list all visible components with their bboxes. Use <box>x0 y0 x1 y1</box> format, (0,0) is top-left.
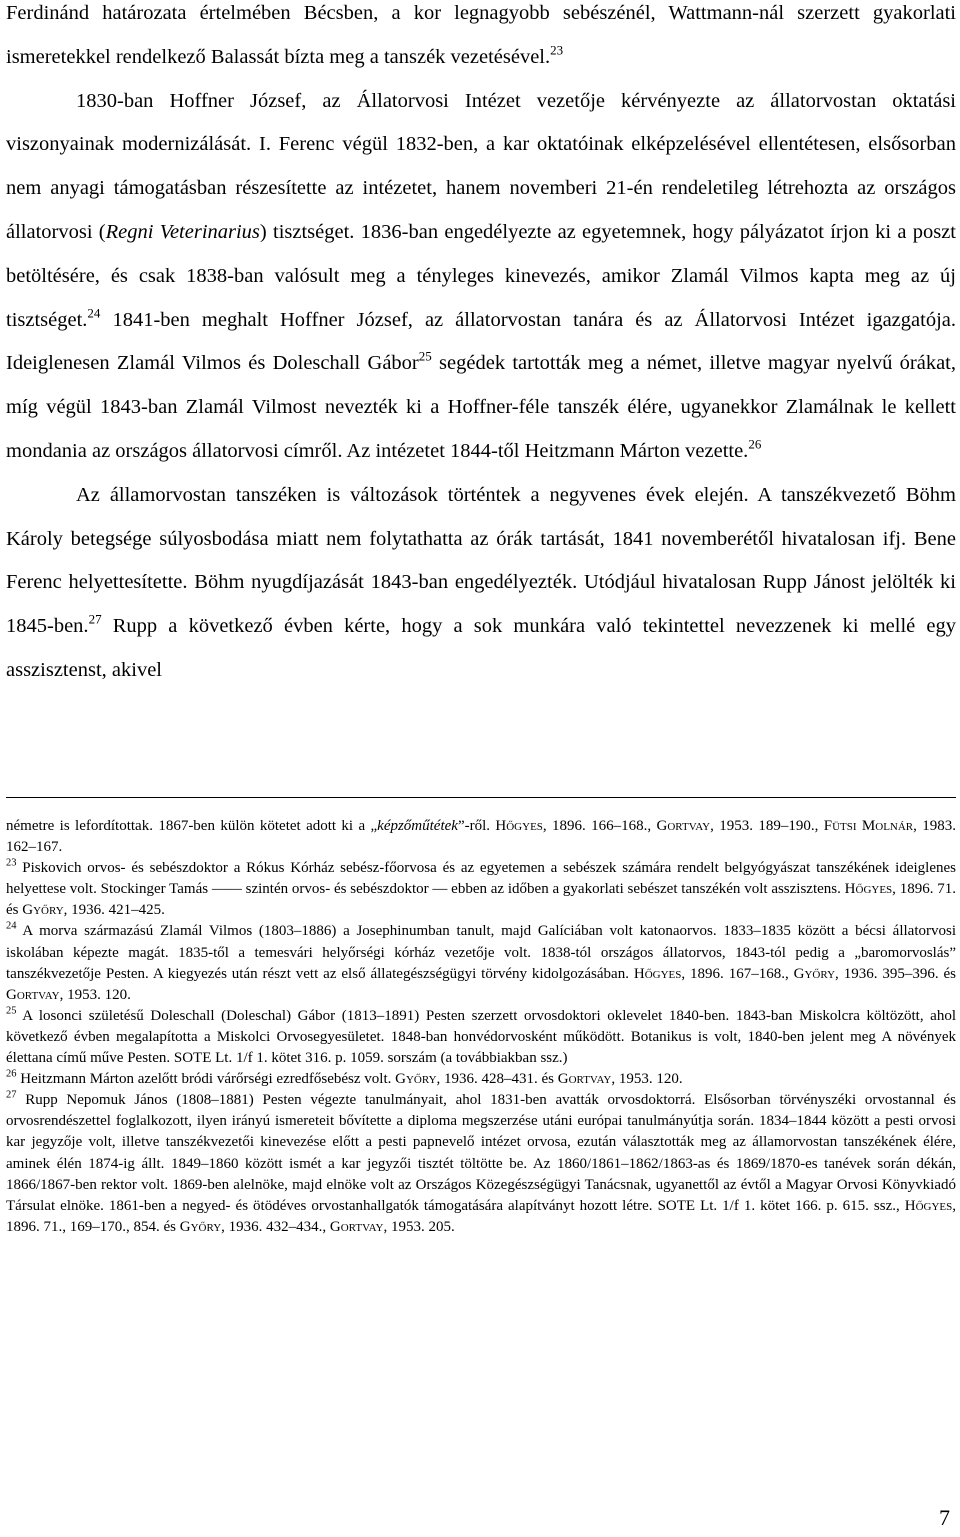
footnote-number: 27 <box>6 1089 17 1101</box>
small-caps-name: olnár <box>875 818 914 834</box>
italic-term: képzőműtétek <box>377 818 458 834</box>
footnote-ref-27: 27 <box>88 611 102 627</box>
text-run: ) tisztséget. 1836-ban engedélyezte az egyetemnek, hogy pályázatot írjon ki a poszt betöltésére, és csak 1838-ban valósult meg a tényleges kinevezés, amikor Zlamál Vilmos kapta meg az új tisztséget. <box>6 220 956 331</box>
footnote-ref-23: 23 <box>550 42 564 58</box>
text-run: , 1896. 71., 169–170., 854. és G <box>6 1197 956 1235</box>
text-run: , 1936. 432–434., G <box>221 1218 341 1235</box>
footnote-ref-24: 24 <box>87 305 101 321</box>
small-caps-name: őgyes <box>644 965 682 982</box>
text-run: ”-ről. H <box>457 818 507 834</box>
small-caps-name: ortvay <box>340 1218 384 1235</box>
small-caps-name: yőry <box>804 965 836 982</box>
text-run: , 1936. 395–396. és G <box>6 965 957 1003</box>
small-caps-name: yőry <box>190 1218 222 1235</box>
footnote-ref-25: 25 <box>418 348 432 364</box>
text-run: , 1953. 189–190., F <box>710 818 833 834</box>
text-run: , 1953. 205. <box>383 1218 455 1235</box>
text-run: segédek tartották meg a német, illetve magyar nyelvű órákat, míg végül 1843-ban Zlamál Vilmost nevezték ki a Hoffner-féle tanszék élére, ugyanekkor Zlamálnak le kellett mondania az országos állatorvosi címről. Az intézetet 1844-től Heitzmann Márton vezette. <box>6 352 957 462</box>
paragraph-1 <box>6 0 956 80</box>
main-text <box>6 0 956 693</box>
small-caps-name: őgyes <box>915 1197 953 1214</box>
footnote-24 <box>6 921 956 1005</box>
text-run: Ferdinánd határozata értelmében Bécsben, a kor legnagyobb sebészénél, Wattmann-nál szerzett gyakorlati ismeretekkel rendelkező Balassát bízta meg a tanszék vezetésével. <box>6 2 956 68</box>
italic-term: Regni Veterinarius <box>105 220 260 243</box>
small-caps-name: ortvay <box>667 818 711 834</box>
text-run: Heitzmann Márton azelőtt bródi várőrségi ezredfősebész volt. G <box>16 1071 406 1088</box>
footnote-23 <box>6 858 956 921</box>
small-caps-name: ütsi <box>832 818 857 834</box>
text-run: Piskovich orvos- és sebészdoktor a Rókus Kórház sebész-főorvosa és az egyetemen a sebészek számára rendelt belgyógyászat tanszékének ideiglenes helyettese volt. Stockinger Tamás —— szintén orvos- és sebészdoktor — ebben az időben a gyakorlati sebészet tanszékén volt asszisztens. H <box>6 860 956 898</box>
footnote-number: 24 <box>6 921 17 933</box>
text-run: , 1953. 120. <box>611 1071 683 1088</box>
footnote-ref-26: 26 <box>748 436 762 452</box>
text-run: , 1896. 71. és G <box>6 881 956 919</box>
footnote-number: 25 <box>6 1005 17 1017</box>
text-run: Az államorvostan tanszéken is változások történtek a negyvenes évek elején. A tanszékvezető Böhm Károly betegsége súlyosbodása miatt nem folytathatta az órák tartását, 1841 novemberétől hivatalosan ifj. Bene Ferenc helyettesítette. Böhm nyugdíjazását 1843-ban engedélyezték. Utódjául hivatalosan Rupp Jánost jelölték ki 1845-ben. <box>6 483 956 638</box>
text-run: , 1983. 162–167. <box>6 818 957 856</box>
footnote-separator <box>6 797 956 798</box>
text-run: , 1936. 428–431. és G <box>436 1071 569 1088</box>
footnote-continuation <box>6 816 956 858</box>
text-run: , 1953. 120. <box>59 986 131 1003</box>
small-caps-name: ortvay <box>16 986 60 1003</box>
footnote-number: 26 <box>6 1068 17 1080</box>
page-number: 7 <box>939 1505 950 1530</box>
footnote-27 <box>6 1090 956 1238</box>
small-caps-name: őgyes <box>855 881 893 898</box>
footnote-number: 23 <box>6 857 17 869</box>
text-run: A losonci születésű Doleschall (Doleschal) Gábor (1813–1891) Pesten szerzett orvosdoktori oklevelet 1840-ben. 1843-ban Miskolcra költözött, ahol következő évben megalapította a Miskolci Orvosegyesületet. 1848-ban honvédorvosként működött. Botanikus is volt, 1840-ben jelent meg A növények élettana című műve Pesten. SOTE Lt. 1/f 1. kötet 316. p. 1059. sorszám (a továbbiakban ssz.) <box>6 1007 956 1067</box>
text-run: , 1896. 167–168., G <box>681 965 805 982</box>
small-caps-name: őgyes <box>506 818 543 834</box>
text-run: németre is lefordítottak. 1867-ben külön kötetet adott ki a „ <box>6 818 378 834</box>
text-run: M <box>856 818 876 834</box>
small-caps-name: ortvay <box>568 1071 612 1088</box>
text-run: , 1896. 166–168., G <box>542 818 668 834</box>
text-run: Rupp Nepomuk János (1808–1881) Pesten végezte tanulmányait, ahol 1831-ben avatták orvosdoktorrá. Elsősorban törvényszéki orvostannal és orvosrendészettel foglalkozott, ilyen irányú ismereteit bővítette a diploma megszerzése utáni európai tanulmányútja során. 1834–1844 között a pesti orvosi kar jegyzője volt, illetve tanszékvezetői kinevezése előtt a pesti papnevelő intézet orvosa, ezután választották meg az államorvostan tanszékének élére, aminek élén 1874-ig állt. 1849–1860 között ismét a kar jegyzői tisztét töltötte be. Az 1860/1861–1862/1863-as és 1869/1870-es tanévek során dékán, 1866/1867-ben rektor volt. 1869-ben alelnöke, majd elnöke volt az Országos Közegészségügyi Tanácsnak, ugyanettől az évtől a Magyar Orvosi Könyvkiadó Társulat elnöke. 1861-ben a negyed- és ötödéves orvostanhallgatók támogatására alapítványt hozott létre. SOTE Lt. 1/f 1. kötet 166. p. 615. ssz., H <box>6 1092 956 1214</box>
footnotes <box>6 816 956 1238</box>
text-run: 1830-ban Hoffner József, az Állatorvosi Intézet vezetője kérvényezte az állatorvostan oktatási viszonyainak modernizálását. I. Ferenc végül 1832-ben, a kar oktatóinak elképzelésével ellentétesen, elsősorban nem anyagi támogatásban részesítette az intézetet, hanem novemberi 21-én rendeletileg létrehozta az országos állatorvosi ( <box>6 89 956 243</box>
paragraph-2 <box>6 80 956 474</box>
text-run: Rupp a következő évben kérte, hogy a sok munkára való tekintettel nevezzenek ki mellé egy asszisztenst, akivel <box>6 615 956 681</box>
footnote-26 <box>6 1069 956 1090</box>
text-run: 1841-ben meghalt Hoffner József, az állatorvostan tanára és az Állatorvosi Intézet igazgatója. Ideiglenesen Zlamál Vilmos és Doleschall Gábor <box>6 308 956 375</box>
footnote-25 <box>6 1006 956 1069</box>
paragraph-3 <box>6 474 956 693</box>
document-page <box>6 0 956 1537</box>
small-caps-name: yőry <box>405 1071 437 1088</box>
text-run: , 1936. 421–425. <box>63 902 165 919</box>
text-run: A morva származású Zlamál Vilmos (1803–1886) a Josephinumban tanult, majd Galíciában volt katonaorvos. 1833–1835 között a bécsi állatorvosi iskolában képezte magát. 1835-től a temesvári helyőrségi kórház vezetője volt. 1838-tól országos állatorvos, 1843-tól pedig a „baromorvoslás” tanszékvezetője Pesten. A kiegyezés után részt vett az első állategészségügyi törvény kidolgozásában. H <box>6 923 956 982</box>
small-caps-name: yőry <box>33 902 64 919</box>
